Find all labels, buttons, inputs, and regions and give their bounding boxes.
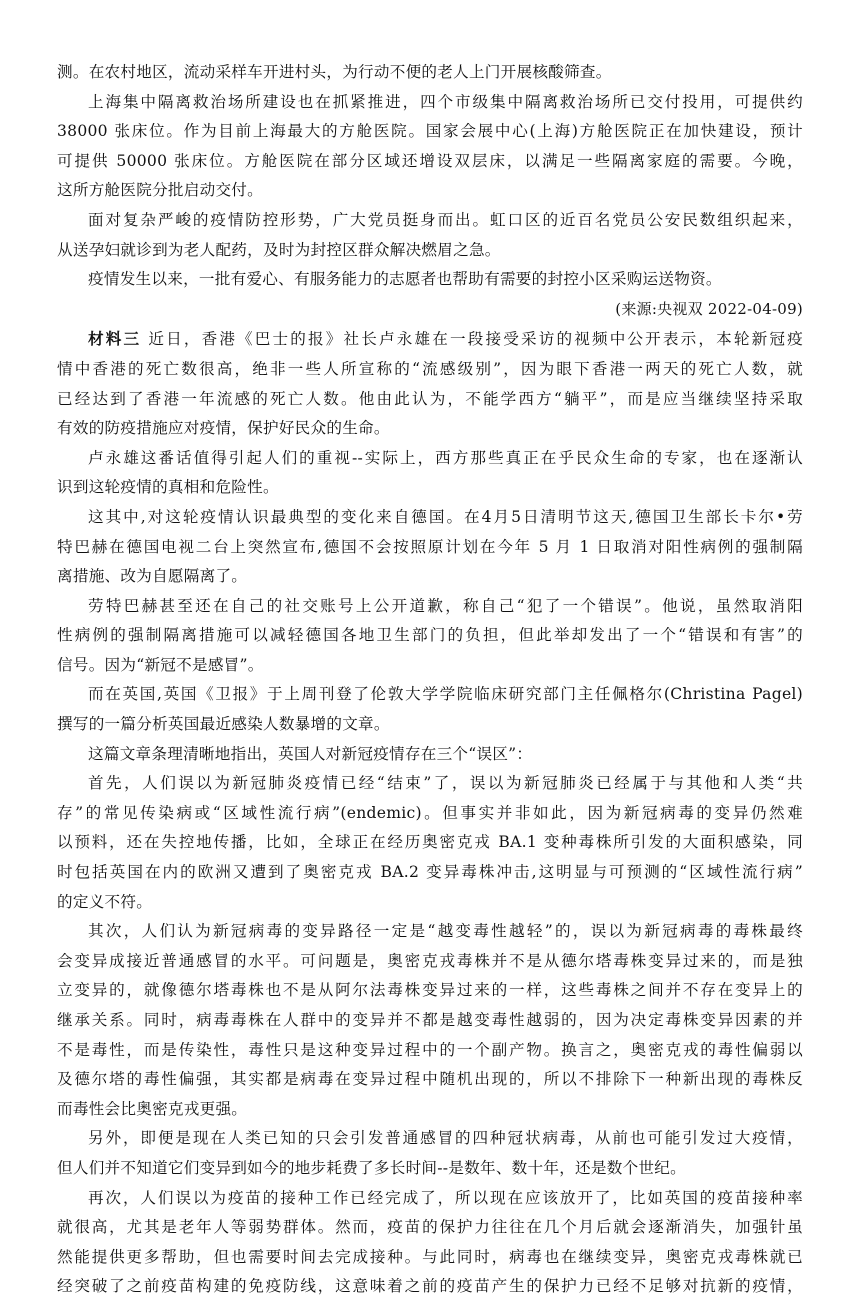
text-line: 卢永雄这番话值得引起人们的重视--实际上，西方那些真正在乎民众生命的专家，也在逐渐认	[88, 448, 803, 467]
text-line: 及德尔塔的毒性偏强，其实都是病毒在变异过程中随机出现的，所以不排除下一种新出现的毒株反	[57, 1070, 803, 1089]
text-line: 但人们并不知道它们变异到如今的地步耗费了多长时间--是数年、数十年，还是数个世纪。	[57, 1158, 686, 1177]
text-line: 存”的常见传染病或“区域性流行病”(endemic)。但事实并非如此，因为新冠病毒的变异仍然难	[57, 803, 803, 822]
text-line: 面对复杂严峻的疫情防控形势，广大党员挺身而出。虹口区的近百名党员公安民数组织起来，	[88, 210, 803, 229]
text-line: 这篇文章条理清晰地指出，英国人对新冠疫情存在三个“误区”：	[88, 744, 533, 763]
text-line: 而在英国,英国《卫报》于上周刊登了伦敦大学学院临床研究部门主任佩格尔(Christina Pagel)	[88, 685, 803, 704]
text-line: 特巴赫在德国电视二台上突然宣布,德国不会按照原计划在今年 5 月 1 日取消对阳性病例的强制隔	[57, 537, 803, 556]
text-line: 撰写的一篇分析英国最近感染人数暴增的文章。	[57, 715, 390, 734]
text-line: 以预料，还在失控地传播，比如，全球正在经历奥密克戎 BA.1 变种毒株所引发的大面积感染，同	[57, 833, 803, 852]
text-line: 情中香港的死亡数很高，绝非一些人所宣称的“流感级别”，因为眼下香港一两天的死亡人数，就	[57, 359, 803, 378]
text-line: 性病例的强制隔离措施可以减轻德国各地卫生部门的负担，但此举却发出了一个“错误和有害”的	[57, 626, 803, 645]
text-line: 其次，人们认为新冠病毒的变异路径一定是“越变毒性越轻”的，误以为新冠病毒的毒株最终	[88, 922, 803, 941]
text-line: 近日，香港《巴士的报》社长卢永雄在一段接受采访的视频中公开表示，本轮新冠疫	[141, 330, 803, 349]
text-line: 离措施、改为自愿隔离了。	[57, 567, 248, 586]
text-line: 立变异的，就像德尔塔毒株也不是从阿尔法毒株变异过来的一样，这些毒株之间并不存在变异上的	[57, 981, 803, 1000]
text-line: 会变异成接近普通感冒的水平。可问题是，奥密克戎毒株并不是从德尔塔毒株变异过来的，而是独	[57, 951, 803, 970]
text-line: 这所方舱医院分批启动交付。	[57, 181, 263, 200]
text-line: 而毒性会比奥密克戎更强。	[57, 1099, 248, 1118]
text-line: 然能提供更多帮助，但也需要时间去完成接种。与此同时，病毒也在继续变异，奥密克戎毒株就已	[57, 1247, 803, 1266]
text-line: 继承关系。同时，病毒毒株在人群中的变异并不都是越变毒性越弱的，因为决定毒株变异因素的并	[57, 1011, 803, 1029]
text-line: 疫情发生以来，一批有爱心、有服务能力的志愿者也帮助有需要的封控小区采购运送物资。	[88, 270, 722, 289]
document-body	[57, 58, 803, 1302]
text-line: 这其中,对这轮疫情认识最典型的变化来自德国。在4月5日清明节这天,德国卫生部长卡尔•劳	[88, 507, 803, 526]
material-label: 材料三	[88, 329, 142, 349]
text-line: 的定义不符。	[57, 892, 153, 911]
text-line: 再次，人们误以为疫苗的接种工作已经完成了，所以现在应该放开了，比如英国的疫苗接种率	[88, 1188, 803, 1207]
text-line: 测。在农村地区，流动采样车开进村头，为行动不便的老人上门开展核酸筛查。	[57, 63, 612, 81]
text-line: 劳特巴赫甚至还在自己的社交账号上公开道歉，称自己“犯了一个错误”。他说，虽然取消阳	[88, 596, 803, 615]
text-line: 时包括英国在内的欧洲又遭到了奥密克戎 BA.2 变异毒株冲击,这明显与可预测的“区域性流行病”	[57, 863, 803, 882]
text-line: 从送孕妇就诊到为老人配药，及时为封控区群众解决燃眉之急。	[57, 240, 501, 259]
text-line: 可提供 50000 张床位。方舱医院在部分区域还增设双层床，以满足一些隔离家庭的需要。今晚，	[57, 151, 803, 170]
text-line: 就很高，尤其是老年人等弱势群体。然而，疫苗的保护力往往在几个月后就会逐渐消失，加强针虽	[57, 1218, 803, 1237]
source-citation: (来源:央视双 2022-04-09)	[615, 299, 803, 318]
text-line: 另外，即便是现在人类已知的只会引发普通感冒的四种冠状病毒，从前也可能引发过大疫情，	[88, 1129, 803, 1148]
text-line: 上海集中隔离救治场所建设也在抓紧推进，四个市级集中隔离救治场所已交付投用，可提供约	[88, 92, 803, 111]
text-line: 首先，人们误以为新冠肺炎疫情已经“结束”了，误以为新冠肺炎已经属于与其他和人类“共	[88, 774, 803, 793]
text-line: 不是毒性，而是传染性，毒性只是这种变异过程中的一个副产物。换言之，奥密克戎的毒性偏弱以	[57, 1040, 803, 1059]
text-line: 有效的防疫措施应对疫情，保护好民众的生命。	[57, 419, 390, 438]
material-three-line	[57, 324, 803, 355]
text-line: 识到这轮疫情的真相和危险性。	[57, 478, 279, 497]
text-line: 信号。因为“新冠不是感冒”。	[57, 655, 264, 674]
text-line: 经突破了之前疫苗构建的免疫防线，这意味着之前的疫苗产生的保护力已经不足够对抗新的疫情，	[57, 1277, 803, 1296]
text-line: 38000 张床位。作为目前上海最大的方舱医院。国家会展中心(上海)方舱医院正在加快建设，预计	[57, 122, 803, 141]
text-line: 已经达到了香港一年流感的死亡人数。他由此认为，不能学西方“躺平”，而是应当继续坚持采取	[57, 389, 803, 408]
